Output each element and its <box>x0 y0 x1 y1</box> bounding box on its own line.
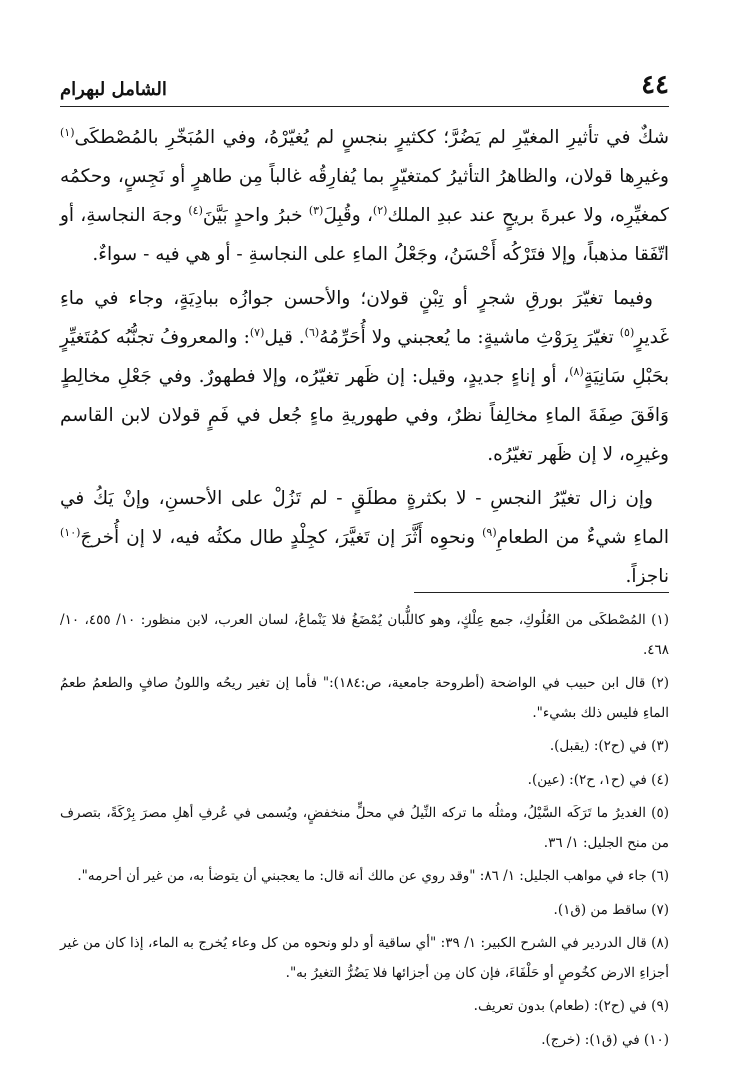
book-title: الشامل لبهرام <box>60 79 167 100</box>
footnote-8: (٨) قال الدردير في الشرح الكبير: ١/ ٣٩: "أي ساقية أو دلو ونحوه من كل وعاء يُخرج به الماء، إذا كان من غير أجزاءِ الارض كخُوصٍ أو حَلْفَاءَ، فإن كان مِن أجزائها فلا يَضُرُّ التغيرُ به". <box>60 935 669 981</box>
footnote-ref: (٣) <box>308 203 324 217</box>
footnote-ref: (٨) <box>569 364 584 378</box>
footnote-separator <box>414 592 669 593</box>
text-segment: ونحوِه أَثَّرَ إن تَغيَّرَ، كجِلْدٍ طال مكثُه فيه، لا إن أُخرجَ <box>80 527 483 548</box>
running-header <box>60 62 669 100</box>
footnote-3: (٣) في (ح٢): (يقبل). <box>549 738 669 754</box>
text-segment: وجهَ النجاسةِ، أو اتّفَقا مذهباً، وإلا فتَرْكُه أَحْسَنُ، وجَعْلُ الماءِ على النجاسةِ - أو هي فيه - سواءٌ. <box>60 205 669 265</box>
footnote-ref: (٢) <box>372 203 388 217</box>
footnote-1: (١) المُصْطكَى من العُلُوكِ، جمع عِلْكٍ، وهو كاللُّبان يُمْضَغُ فلا يَنْماعُ، لسان العرب، لابن منظور: ١٠/ ٤٥٥، ١٠/ ٤٦٨. <box>60 612 669 658</box>
text-segment: وإن زال تغيّرُ النجسِ - لا بكثرةٍ مطلَقٍ - لم تَزُلْ على الأحسنِ، وإنْ يَكُ في الماءِ شيءٌ من الطعامِ <box>60 488 669 548</box>
footnote-9: (٩) في (ح٢): (طعام) بدون تعريف. <box>473 998 669 1014</box>
footnote-ref: (٥) <box>619 325 635 339</box>
footnote-7: (٧) ساقط من (ق١). <box>553 901 669 918</box>
footnote-2: (٢) قال ابن حبيب في الواضحة (أطروحة جامعية، ص:١٨٤):" فأما إن تغير ريحُه واللونُ صافٍ والطعمُ طعمُ الماءِ فليس ذلك بشيء". <box>60 675 669 721</box>
footnote-10: (١٠) في (ق١): (خرج). <box>541 1031 669 1048</box>
footnote-ref: (٩) <box>482 525 497 539</box>
paragraph-1 <box>60 118 669 274</box>
page-number: ٤٤ <box>641 70 669 100</box>
text-segment: خبرُ واحدٍ بَيَّنَ <box>202 205 309 226</box>
footnote-ref: (١٠) <box>60 525 81 539</box>
text-segment: تغيّرَ بِرَوْثِ ماشيةٍ: ما يُعجبني ولا أُحَرِّمُهُ <box>319 327 620 348</box>
text-segment: : والمعروفُ تجنُّبُه كمُتَغيِّرٍ بحَبْلِ سَانِيَةٍ <box>60 327 669 387</box>
text-segment: وفيما تغيّرَ بورقِ شجرٍ أو تِبْنٍ قولان؛ والأحسن جوازُه ببادِيَةٍ، وجاء في ماءِ غَديرٍ <box>60 288 669 348</box>
text-segment: . قيل <box>264 327 305 348</box>
text-segment: وغيرِها قولان، والظاهرُ التأثيرُ كمتغيّرٍ بما يُفارِقُه غالباً مِن طاهرٍ أو نَجِسٍ، وحكمُه كمغيِّرِه، ولا عبرةَ بريحٍ عند عبدِ الملك <box>60 166 669 226</box>
text-segment: ، وقُبِلَ <box>323 205 373 226</box>
footnote-ref: (٤) <box>188 203 203 217</box>
header-rule <box>60 106 669 107</box>
footnote-4: (٤) في (ح١، ح٢): (عين). <box>527 771 669 788</box>
text-segment: ، أو إناءٍ جديدٍ، وقيل: إن ظَهر تغيّرُه، وإلا فطهورٌ. وفي جَعْلِ مخالِطٍ وَافَقَ صِفَةَ الماءِ مخالِفاً نظرٌ، وفي طهوريةِ ماءٍ جُعل في فَمٍ قولان لابن القاسم وغيرِه، لا إن ظَهر تغيّرُه. <box>60 366 669 465</box>
footnotes <box>60 606 669 1059</box>
paragraph-3 <box>60 479 669 596</box>
footnote-ref: (١) <box>60 125 75 139</box>
main-text <box>60 118 669 601</box>
text-segment: ناجزاً. <box>625 566 669 587</box>
footnote-6: (٦) جاء في مواهب الجليل: ١/ ٨٦: "وقد روي عن مالك أنه قال: ما يعجبني أن يتوضأ به، من غير أن أحرمه". <box>77 868 669 884</box>
paragraph-2 <box>60 279 669 474</box>
text-segment: شكٌ في تأثيرِ المغيّرِ لم يَضُرَّ؛ ككثيرٍ بنجسٍ لم يُغيّرْهُ، وفي المُبَخّرِ بالمُصْطكَى <box>74 127 669 148</box>
footnote-5: (٥) الغديرُ ما تَرَكَه السَّيْلُ، ومثلُه ما تركه النِّيلُ في محلٍّ منخفضٍ، ويُسمى في عُرفِ أهلِ مصرَ بِرْكَةً، بتصرف من منح الجليل: ١/ ٣٦. <box>60 805 669 851</box>
footnote-ref: (٧) <box>249 325 265 339</box>
footnote-ref: (٦) <box>304 325 320 339</box>
